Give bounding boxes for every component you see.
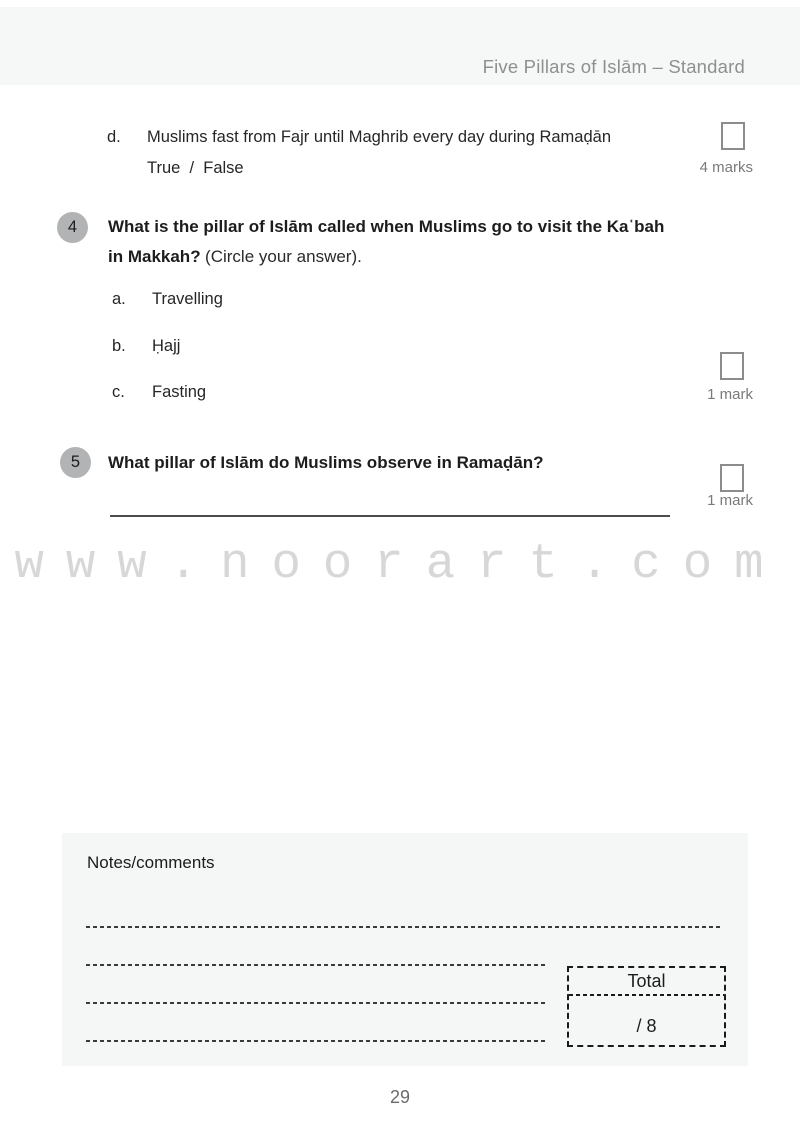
question-5-title: What pillar of Islām do Muslims observe in Ramaḍān? xyxy=(108,453,544,472)
option-b-label: b. xyxy=(112,337,126,355)
notes-title: Notes/comments xyxy=(87,853,215,872)
notes-line-3 xyxy=(86,1002,545,1004)
total-label: Total xyxy=(627,971,666,991)
item-d-label: d. xyxy=(107,128,121,146)
notes-line-2 xyxy=(86,964,545,966)
header-band xyxy=(0,7,800,85)
option-c-text[interactable]: Fasting xyxy=(152,383,207,401)
question-5-checkbox[interactable] xyxy=(720,464,744,492)
question-4-line1: What is the pillar of Islām called when Muslims go to visit the Kaʿbah xyxy=(108,217,665,236)
option-c-label: c. xyxy=(112,383,125,401)
question-4-number: 4 xyxy=(67,218,78,237)
option-b-text[interactable]: Ḥajj xyxy=(152,337,181,355)
notes-line-1 xyxy=(86,926,723,928)
item-d-checkbox[interactable] xyxy=(721,122,745,150)
question-5-marks: 1 mark xyxy=(707,492,753,509)
option-a-text[interactable]: Travelling xyxy=(152,290,223,308)
question-4-number-circle xyxy=(57,212,88,243)
option-a-label: a. xyxy=(112,290,126,308)
item-d-true-false[interactable]: True / False xyxy=(147,159,244,177)
total-box xyxy=(567,966,726,1047)
question-4-marks: 1 mark xyxy=(707,386,753,403)
question-5-answer-line[interactable] xyxy=(110,498,670,517)
question-4-title xyxy=(108,212,664,272)
question-5-number-circle xyxy=(60,447,91,478)
item-d-text: Muslims fast from Fajr until Maghrib every day during Ramaḍān xyxy=(147,128,612,146)
question-4-line2: in Makkah? xyxy=(108,247,201,266)
page-header-title: Five Pillars of Islām – Standard xyxy=(482,56,745,77)
total-score: / 8 xyxy=(636,1016,657,1036)
item-d-marks: 4 marks xyxy=(699,159,753,176)
notes-line-4 xyxy=(86,1040,545,1042)
question-5-number: 5 xyxy=(70,453,81,472)
question-4-checkbox[interactable] xyxy=(720,352,744,380)
noorart-watermark: www.noorart.com xyxy=(14,536,786,592)
question-4-instruction: (Circle your answer). xyxy=(205,247,362,266)
page-number: 29 xyxy=(389,1087,411,1107)
